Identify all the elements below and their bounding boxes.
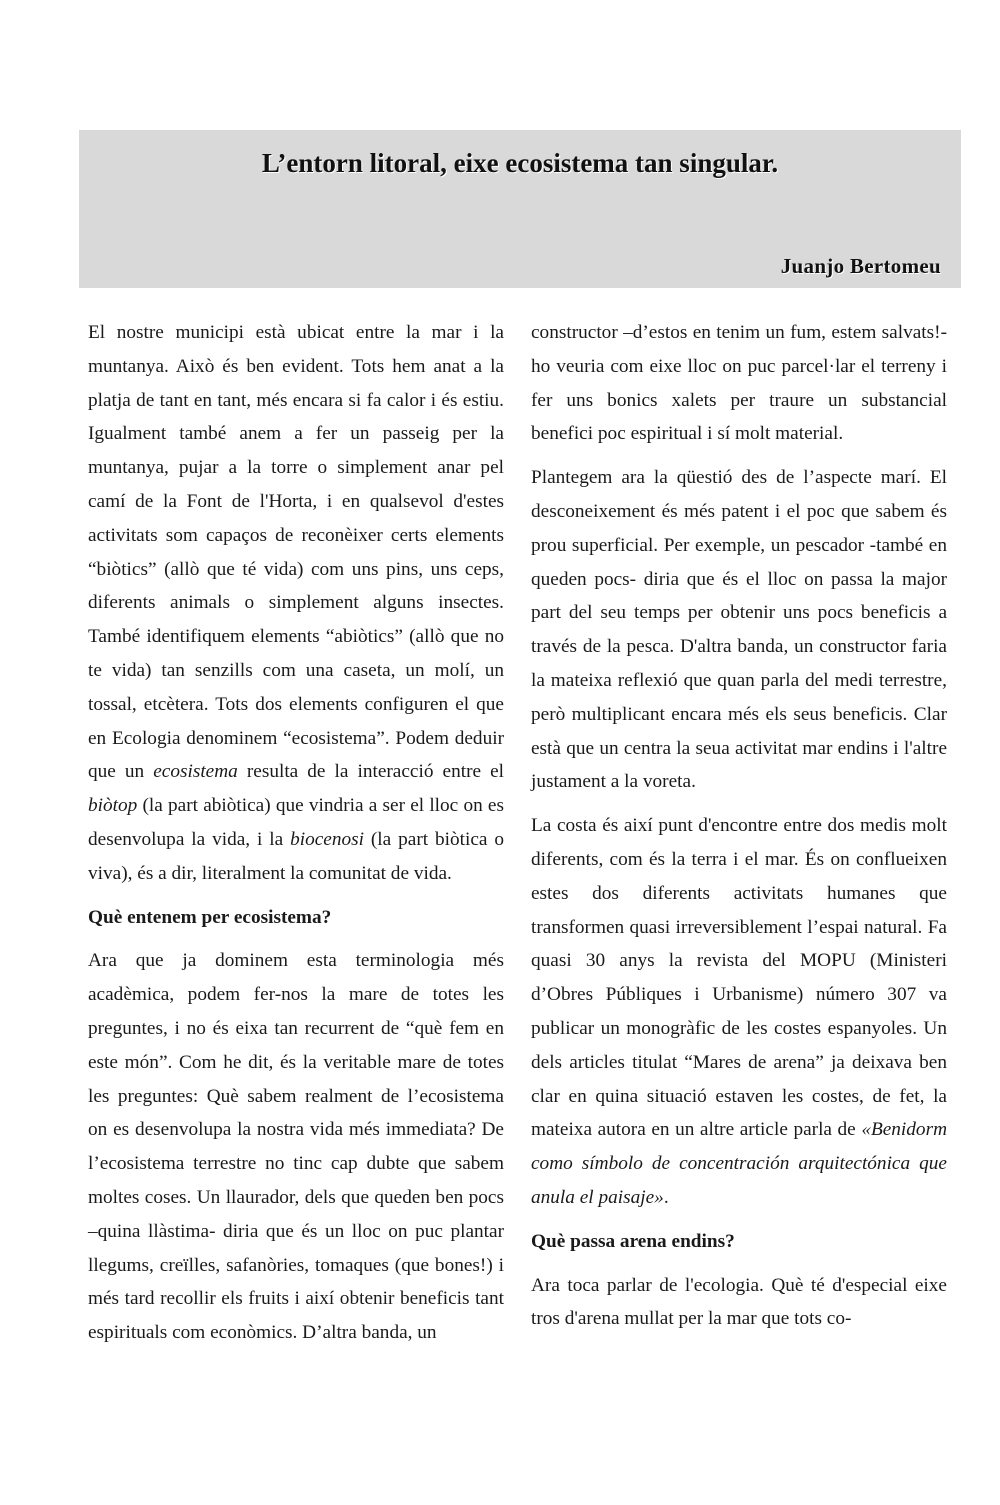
right-column [531,316,947,1346]
text-run: . [663,1186,669,1208]
left-column [88,316,504,1360]
text-run: resulta de la interacció entre el [237,761,504,783]
section-heading: Què entenem per ecosistema? [88,906,332,928]
paragraph: constructor –d’estos en tenim un fum, estem salvats!- ho veuria com eixe lloc on puc parcel·lar el terreny i fer uns bonics xalets per traure un substancial benefici poc espiritual i sí molt material. [531,322,947,445]
text-run: (la part abiòtica) que vindria a ser el lloc on es desenvolupa la vida, i la [88,795,504,850]
italic-term-ecosistema: ecosistema [153,761,238,783]
italic-term-biotop: biòtop [88,795,138,817]
paragraph: Ara que ja dominem esta terminologia més acadèmica, podem fer-nos la mare de totes les preguntes, i no és eixa tan recurrent de “què fem en este món”. Com he dit, és la veritable mare de totes les preguntes: Què sabem realment de l’ecosistema on es desenvolupa la nostra vida més immediata? De l’ecosistema terrestre no tinc cap dubte que sabem moltes coses. Un llaurador, dels que queden ben pocs –quina llàstima- diria que és un lloc on puc plantar llegums, creïlles, safanòries, tomaques (que bones!) i més tard recollir els fruits i així obtenir beneficis tant espirituals com econòmics. D’altra banda, un [88,950,504,1344]
text-run: (la part biòtica o viva), és a dir, literalment la comunitat de vida. [88,828,504,884]
paragraph: Ara toca parlar de l'ecologia. Què té d'especial eixe tros d'arena mullat per la mar que tots co- [531,1274,947,1330]
article-header [79,130,961,288]
italic-quote: «Benidorm como símbolo de concentración arquitectónica que anula el paisaje» [531,1119,947,1208]
italic-term-biocenosi: biocenosi [290,828,364,850]
text-run: La costa és així punt d'encontre entre dos medis molt diferents, com és la terra i el mar. És on conflueixen estes dos diferents activitats humanes que transformen quasi irreversiblement l’espai natural. Fa quasi 30 anys la revista del MOPU (Ministeri d’Obres Públiques i Urbanisme) número 307 va publicar un monogràfic de les costes espanyoles. Un dels articles titulat “Mares de arena” ja deixava ben clar en quina situació estaven les costes, de fet, la mateixa autora en un altre article parla de [531,815,947,1141]
article-title: L’entorn litoral, eixe ecosistema tan singular. [261,148,779,178]
article-author: Juanjo Bertomeu [780,254,941,278]
text-run: El nostre municipi està ubicat entre la mar i la muntanya. Això és ben evident. Tots hem anat a la platja de tant en tant, més encara si fa calor i és estiu. Igualment també anem a fer un passeig per la muntanya, pujar a la torre o simplement anar pel camí de la Font de l'Horta, i en qualsevol d'estes activitats som capaços de reconèixer certs elements “biòtics” (allò que té vida) com uns pins, uns ceps, diferents animals o simplement alguns insectes. També identifiquem elements “abiòtics” (allò que no te vida) tan senzills com una caseta, un molí, un tossal, etcètera. Tots dos elements configuren el que en Ecologia denominem “ecosistema”. Podem deduir que un [88,322,504,783]
paragraph [531,809,947,1215]
paragraph [88,316,504,891]
section-heading: Què passa arena endins? [531,1230,735,1252]
paragraph: Plantegem ara la qüestió des de l’aspecte marí. El desconeixement és més patent i el poc que sabem és prou superficial. Per exemple, un pescador -també en queden pocs- diria que és el lloc on passa la major part del seu temps per obtenir uns pocs beneficis a través de la pesca. D'altra banda, un constructor faria la mateixa reflexió que quan parla del medi terrestre, però multiplicant encara més els seus beneficis. Clar està que un centra la seua activitat mar endins i l'altre justament a la voreta. [531,467,947,793]
